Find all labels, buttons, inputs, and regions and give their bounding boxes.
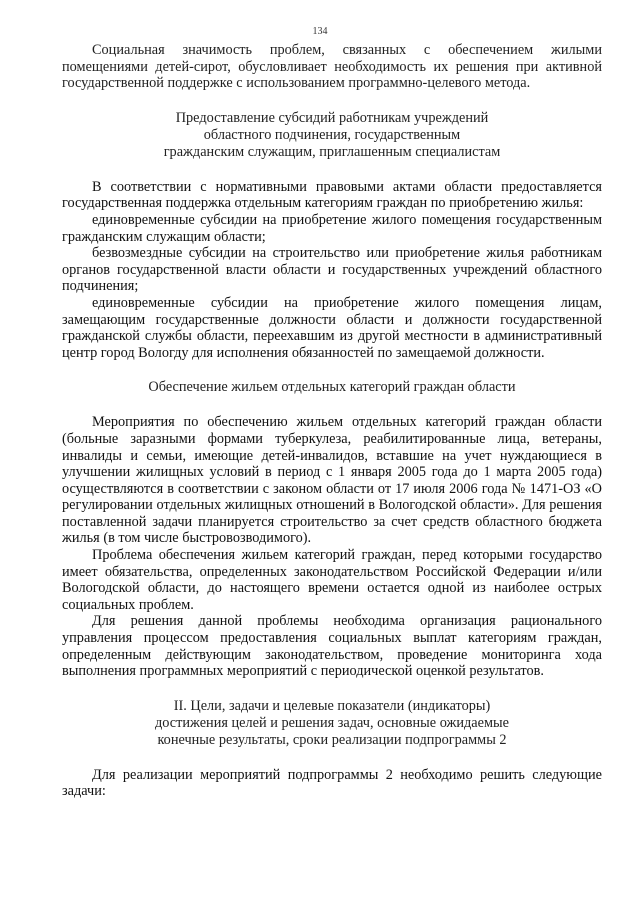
heading-line: Обеспечение жильем отдельных категорий граждан области — [148, 379, 516, 396]
list-item: единовременные субсидии на приобретение жилого помещения лицам, замещающим государственные должности области и должности государственной гражданской службы области, переехавшим из другой местности в административный центр город Вологду для исполнения обязанностей по замещаемой должности. — [62, 294, 602, 361]
document-body — [62, 42, 602, 800]
intro-paragraph: Социальная значимость проблем, связанных с обеспечением жилыми помещениями детей-сирот, обусловливает необходимость их решения при активной государственной поддержке с использованием программно-целевого метода. — [62, 42, 602, 92]
paragraph: Для реализации мероприятий подпрограммы 2 необходимо решить следующие задачи: — [62, 766, 602, 800]
heading-line: областного подчинения, государственным — [203, 126, 461, 143]
heading-line: II. Цели, задачи и целевые показатели (индикаторы) — [173, 697, 491, 714]
list-item: безвозмездные субсидии на строительство или приобретение жилья работникам органов государственной власти области и государственных учреждений областного подчинения; — [62, 245, 602, 295]
section-heading-housing — [62, 379, 602, 396]
section-heading-goals — [62, 698, 602, 749]
paragraph: Мероприятия по обеспечению жильем отдельных категорий граждан области (больные заразными формами туберкулеза, реабилитированные лица, ветераны, инвалиды и семьи, имеющие детей-инвалидов, вставшие на учет нуждающиеся в улучшении жилищных условий в период с 1 января 2005 года до 1 марта 2005 года) осуществляются в соответствии с законом области от 17 июля 2006 года № 1471-ОЗ «О регулировании отдельных жилищных отношений в Вологодской области». Для решения поставленной задачи планируется строительство за счет средств областного бюджета жилья (в том числе быстровозводимого). — [62, 414, 602, 547]
heading-line: достижения целей и решения задач, основные ожидаемые — [155, 714, 509, 731]
list-item: единовременные субсидии на приобретение жилого помещения государственным гражданским служащим области; — [62, 211, 602, 245]
heading-line: гражданским служащим, приглашенным специалистам — [163, 143, 501, 160]
section-heading-subsidies — [62, 110, 602, 161]
page-number: 134 — [312, 26, 328, 37]
heading-line: конечные результаты, сроки реализации подпрограммы 2 — [157, 731, 507, 748]
paragraph: Проблема обеспечения жильем категорий граждан, перед которыми государство имеет обязательства, определенных законодательством Российской Федерации и/или Вологодской области, до настоящего времени остается одной из наиболее острых социальных проблем. — [62, 547, 602, 613]
heading-line: Предоставление субсидий работникам учреждений — [175, 109, 489, 126]
paragraph: Для решения данной проблемы необходима организация рационального управления процессом предоставления социальных выплат категориям граждан, определенным действующим законодательством, проведение мониторинга хода выполнения программных мероприятий с периодической оценкой результатов. — [62, 613, 602, 680]
paragraph: В соответствии с нормативными правовыми актами области предоставляется государственная поддержка отдельным категориям граждан по приобретению жилья: — [62, 178, 602, 212]
